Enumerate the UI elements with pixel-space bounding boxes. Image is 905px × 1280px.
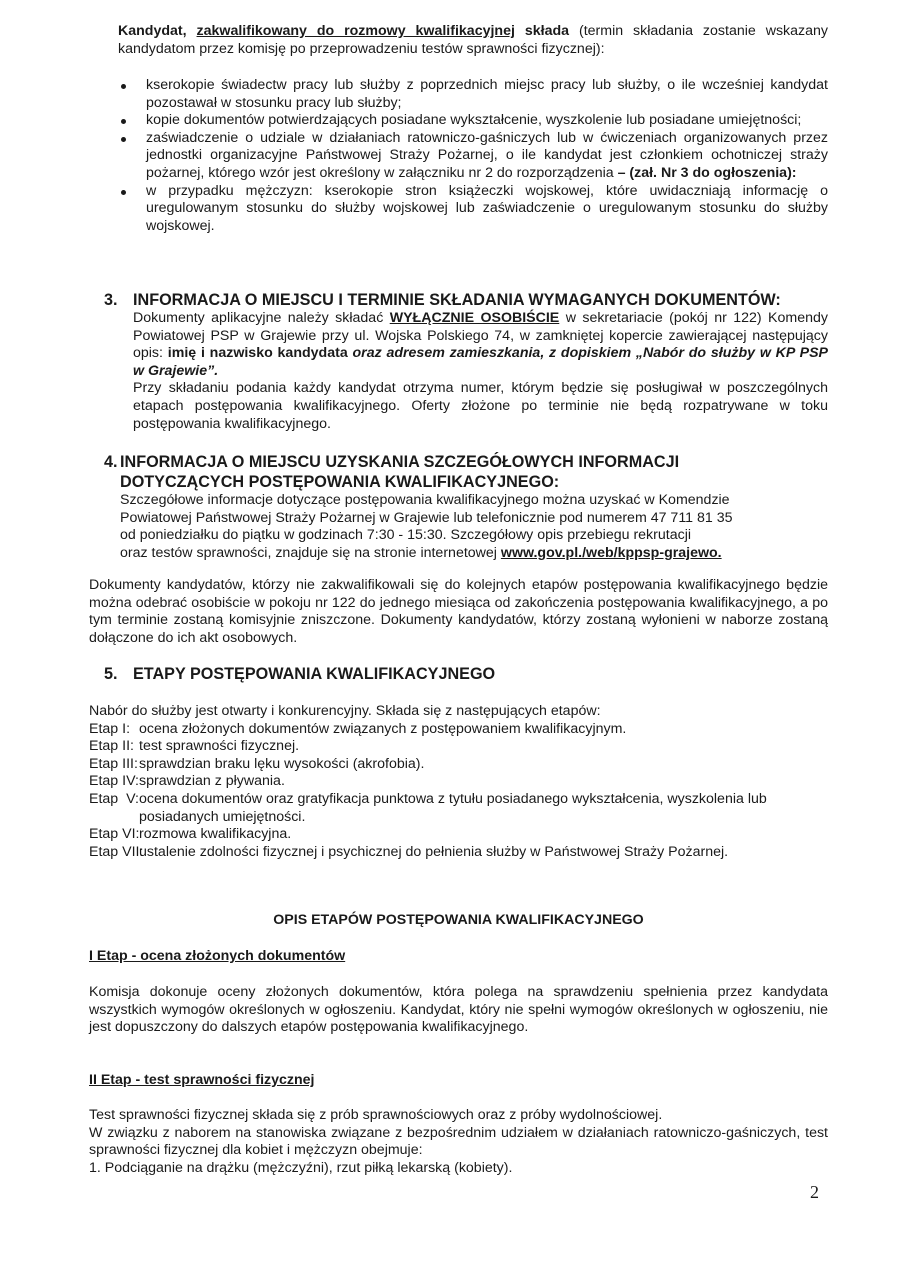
info-line: Powiatowej Państwowej Straży Pożarnej w Grajewie lub telefonicznie pod numerem 47 711 81 35	[120, 509, 733, 526]
stage-text: sprawdzian z pływania.	[139, 773, 285, 790]
section-3-paragraph-1	[104, 310, 828, 380]
stage-text: rozmowa kwalifikacyjna.	[139, 826, 292, 843]
paragraph-line: W związku z naborem na stanowiska związane z bezpośrednim udziałem w działaniach ratowniczo-gaśniczych, test sprawności fizycznej dla kobiet i mężczyzn obejmuje:	[89, 1124, 828, 1159]
list-item-text: kserokopie świadectw pracy lub służby z poprzednich miejsc pracy lub służby, o ile wcześniej kandydat pozostawał w stosunku pracy lub służby;	[146, 77, 828, 111]
required-documents-list	[118, 77, 828, 235]
stage-item	[89, 756, 828, 774]
stage-1-description: Komisja dokonuje oceny złożonych dokumentów, która polega na sprawdzeniu spełnienia przez kandydata wszystkich wymogów określonych w ogłoszeniu. Kandydat, który nie spełni wymogów określonych w ogłoszeniu, nie jest dopuszczony do dalszych etapów postępowania kwalifikacyjnego.	[89, 984, 828, 1036]
stage-text: ocena dokumentów oraz gratyfikacja punktowa z tytułu posiadanego wykształcenia, wyszkolenia lub posiadanych umiejętności.	[139, 790, 767, 825]
list-item-text: kopie dokumentów potwierdzających posiadane wykształcenie, wyszkolenie lub posiadane umiejętności;	[146, 112, 802, 129]
list-item-text: zaświadczenie o udziale w działaniach ratowniczo-gaśniczych lub w ćwiczeniach organizowanych przez jednostki organizacyjne Państwowej Straży Pożarnej, o ile kandydat jest członkiem ochotniczej straży pożarnej, którego wzór jest określony w załączniku nr 2 do rozporządzenia	[146, 129, 828, 181]
list-item	[118, 183, 828, 236]
section-title: ETAPY POSTĘPOWANIA KWALIFIKACYJNEGO	[133, 665, 496, 683]
description-heading: OPIS ETAPÓW POSTĘPOWANIA KWALIFIKACYJNEGO	[273, 912, 644, 928]
intro-paragraph	[118, 23, 828, 58]
stage-2-description	[89, 1107, 828, 1177]
list-item-bold-tail: – (zał. Nr 3 do ogłoszenia):	[617, 164, 797, 181]
list-item	[118, 112, 828, 130]
stage-label: Etap VII:	[89, 843, 144, 860]
section-4-heading	[104, 452, 828, 472]
stage-item	[89, 791, 828, 826]
stages-list	[89, 703, 828, 861]
stage-item	[89, 773, 828, 791]
text: w sekretariacie (pokój nr 122) Komendy Powiatowej PSP w Grajewie przy ul. Wojska Polskiego 74, w zamkniętej kopercie zawierającej następujący opis:	[133, 310, 828, 362]
paragraph-line: Test sprawności fizycznej składa się z prób sprawnościowych oraz z próby wydolnościowej.	[89, 1107, 663, 1123]
text: oraz testów sprawności, znajduje się na stronie internetowej	[120, 544, 501, 561]
stage-text: test sprawności fizycznej.	[139, 738, 300, 755]
stage-item	[89, 826, 828, 844]
stage-1-title: I Etap - ocena złożonych dokumentów	[89, 948, 346, 964]
stage-text: sprawdzian braku lęku wysokości (akrofobia).	[139, 755, 425, 772]
stage-label: Etap I:	[89, 720, 131, 737]
stage-text: ustalenie zdolności fizycznej i psychicznej do pełnienia służby w Państwowej Straży Pożarnej.	[139, 843, 729, 860]
documents-return-paragraph: Dokumenty kandydatów, którzy nie zakwalifikowali się do kolejnych etapów postępowania kwalifikacyjnego będzie można odebrać osobiście w pokoju nr 122 do jednego miesiąca od zakończenia postępowania kwalifikacyjnego, a po tym terminie zostaną komisyjnie zniszczone. Dokumenty kandydatów, którzy zostaną wyłonieni w naborze zostaną dołączone do ich akt osobowych.	[89, 577, 828, 646]
intro-lead: Kandydat,	[118, 23, 197, 39]
bold-text: imię i nazwisko kandydata	[167, 345, 348, 362]
emphasis-personally: WYŁĄCZNIE OSOBIŚCIE	[389, 310, 560, 326]
list-item	[118, 130, 828, 183]
section-4	[104, 452, 828, 562]
section-title: INFORMACJA O MIEJSCU I TERMINIE SKŁADANIA WYMAGANYCH DOKUMENTÓW:	[133, 291, 781, 309]
info-line: od poniedziałku do piątku w godzinach 7:30 - 15:30. Szczegółowy opis przebiegu rekrutacji	[120, 527, 691, 544]
section-number: 3.	[104, 291, 118, 309]
intro-lead-end: składa	[514, 23, 570, 39]
section-5-heading	[104, 664, 828, 684]
stage-item	[89, 738, 828, 756]
stage-text: ocena złożonych dokumentów związanych z postępowaniem kwalifikacyjnym.	[139, 720, 627, 737]
section-number: 5.	[104, 665, 118, 683]
stage-item	[89, 844, 828, 862]
stage-2-title: II Etap - test sprawności fizycznej	[89, 1072, 315, 1088]
section-title-line: INFORMACJA O MIEJSCU UZYSKANIA SZCZEGÓŁOWYCH INFORMACJI	[120, 453, 680, 471]
info-line: Szczegółowe informacje dotyczące postępowania kwalifikacyjnego można uzyskać w Komendzie	[120, 492, 730, 508]
list-item	[118, 77, 828, 112]
numbered-item: 1. Podciąganie na drążku (mężczyźni), rzut piłką lekarską (kobiety).	[89, 1159, 513, 1176]
stage-label: Etap VI:	[89, 826, 140, 843]
info-line	[104, 545, 828, 563]
section-title-line: DOTYCZĄCYCH POSTĘPOWANIA KWALIFIKACYJNEGO:	[120, 473, 560, 491]
stage-label: Etap III:	[89, 755, 138, 772]
stage-label: Etap V:	[89, 790, 139, 807]
bold-italic-text: oraz adresem zamieszkania, z dopiskiem „Nabór do służby w KP PSP w Grajewie”.	[133, 345, 828, 379]
stage-label: Etap IV:	[89, 773, 139, 790]
intro-rest: (termin składania zostanie wskazany kandydatom przez komisję po przeprowadzeniu testów sprawności fizycznej):	[118, 23, 828, 57]
text: Dokumenty aplikacyjne należy składać	[133, 310, 390, 326]
intro-lead-underlined: zakwalifikowany do rozmowy kwalifikacyjnej	[196, 23, 515, 39]
stage-item	[89, 721, 828, 739]
website-link[interactable]: www.gov.pl./web/kppsp-grajewo.	[500, 544, 722, 561]
section-3-heading	[104, 290, 828, 310]
list-item-text: w przypadku mężczyzn: kserokopie stron książeczki wojskowej, które uwidaczniają informację o uregulowanym stosunku do służby wojskowej lub zaświadczenie o uregulowanym stosunku do służby wojskowej.	[146, 182, 828, 234]
stages-intro: Nabór do służby jest otwarty i konkurencyjny. Składa się z następujących etapów:	[89, 703, 601, 719]
section-3	[104, 290, 828, 433]
section-number: 4.	[104, 453, 118, 471]
section-3-paragraph-2: Przy składaniu podania każdy kandydat otrzyma numer, którym będzie się posługiwał w poszczególnych etapach postępowania kwalifikacyjnego. Oferty złożone po terminie nie będą rozpatrywane w toku postępowania kwalifikacyjnego.	[133, 380, 828, 432]
page-number: 2	[810, 1182, 819, 1202]
stage-label: Etap II:	[89, 738, 134, 755]
